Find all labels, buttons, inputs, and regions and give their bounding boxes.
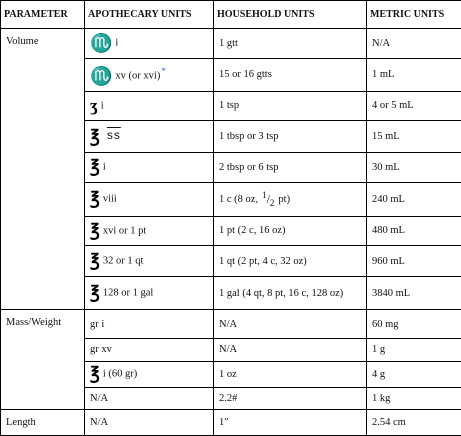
apothecary-value: 32 or 1 qt [102, 255, 144, 267]
apothecary-cell [85, 91, 214, 120]
ounce-icon: ℥ [90, 220, 100, 240]
minim-icon: ♏ [90, 66, 113, 87]
metric-cell: 15 mL [367, 120, 461, 152]
apothecary-value: xvi or 1 pt [102, 225, 147, 237]
ounce-icon: ℥ [90, 251, 100, 271]
ounce-icon: ℥ [90, 157, 100, 177]
household-cell: 1 gal (4 qt, 8 pt, 16 c, 128 oz) [214, 277, 367, 310]
metric-cell: 3840 mL [367, 277, 461, 310]
header-row [1, 1, 461, 29]
household-cell: N/A [214, 310, 367, 339]
footnote-asterisk: * [161, 66, 166, 77]
apothecary-value: N/A [90, 392, 109, 404]
apothecary-value: i [100, 100, 104, 112]
dram-icon: ʒ [90, 95, 98, 115]
apothecary-value: N/A [90, 417, 109, 429]
apothecary-cell [85, 58, 214, 91]
header-household-units: HOUSEHOLD UNITS [214, 1, 367, 29]
ounce-icon: ℥ [90, 189, 100, 208]
header-metric-units: METRIC UNITS [367, 1, 461, 29]
ounce-icon: ℥ [90, 126, 100, 146]
household-cell: 1 pt (2 c, 16 oz) [214, 216, 367, 246]
metric-cell: 4 g [367, 361, 461, 387]
ounce-icon: ℥ [90, 364, 100, 384]
apothecary-value: gr i [90, 318, 105, 330]
header-apothecary-units: APOTHECARY UNITS [85, 1, 214, 29]
apothecary-value: 128 or 1 gal [102, 287, 154, 299]
apothecary-cell [85, 182, 214, 216]
apothecary-cell [85, 120, 214, 152]
header-parameter: PARAMETER [1, 1, 85, 29]
parameter-cell: Length [1, 410, 85, 436]
household-cell: 1 tsp [214, 91, 367, 120]
household-cell: 1 tbsp or 3 tsp [214, 120, 367, 152]
apothecary-cell [85, 277, 214, 310]
household-cell: 1 gtt [214, 29, 367, 59]
metric-cell: 2.54 cm [367, 410, 461, 436]
apothecary-cell [85, 152, 214, 182]
ounce-icon: ℥ [90, 283, 100, 303]
metric-cell: 240 mL [367, 182, 461, 216]
parameter-cell: Mass/Weight [1, 310, 85, 410]
metric-cell: 60 mg [367, 310, 461, 339]
table-row [1, 410, 461, 436]
parameter-cell: Volume [1, 29, 85, 310]
apothecary-value: xv (or xvi) [115, 70, 161, 82]
fraction: 1 / 2 [262, 190, 275, 209]
apothecary-cell [85, 29, 214, 59]
apothecary-cell [85, 246, 214, 277]
table-row [1, 29, 461, 59]
metric-cell: 1 g [367, 339, 461, 362]
apothecary-value: $\overline{ss}$ [106, 128, 121, 143]
apothecary-cell [85, 216, 214, 246]
metric-cell: N/A [367, 29, 461, 59]
metric-cell: 1 mL [367, 58, 461, 91]
apothecary-cell [85, 310, 214, 339]
metric-cell: 4 or 5 mL [367, 91, 461, 120]
household-cell: 1 c (8 oz, 1 / 2 pt) [214, 182, 367, 216]
metric-cell: 1 kg [367, 387, 461, 410]
apothecary-value: viii [102, 193, 117, 205]
household-cell: 1 qt (2 pt, 4 c, 32 oz) [214, 246, 367, 277]
apothecary-cell [85, 387, 214, 410]
metric-cell: 960 mL [367, 246, 461, 277]
minim-icon: ♏ [90, 33, 113, 54]
apothecary-value: i [115, 37, 119, 49]
household-cell: 2.2# [214, 387, 367, 410]
household-cell: 2 tbsp or 6 tsp [214, 152, 367, 182]
apothecary-value: gr xv [90, 344, 112, 356]
table-row [1, 310, 461, 339]
apothecary-cell [85, 339, 214, 362]
household-cell: 1″ [214, 410, 367, 436]
apothecary-cell [85, 361, 214, 387]
metric-cell: 30 mL [367, 152, 461, 182]
apothecary-value: i (60 gr) [102, 368, 138, 380]
metric-cell: 480 mL [367, 216, 461, 246]
household-cell: 1 oz [214, 361, 367, 387]
household-cell: 15 or 16 gtts [214, 58, 367, 91]
apothecary-value: i [102, 161, 106, 173]
household-cell: N/A [214, 339, 367, 362]
apothecary-cell [85, 410, 214, 436]
